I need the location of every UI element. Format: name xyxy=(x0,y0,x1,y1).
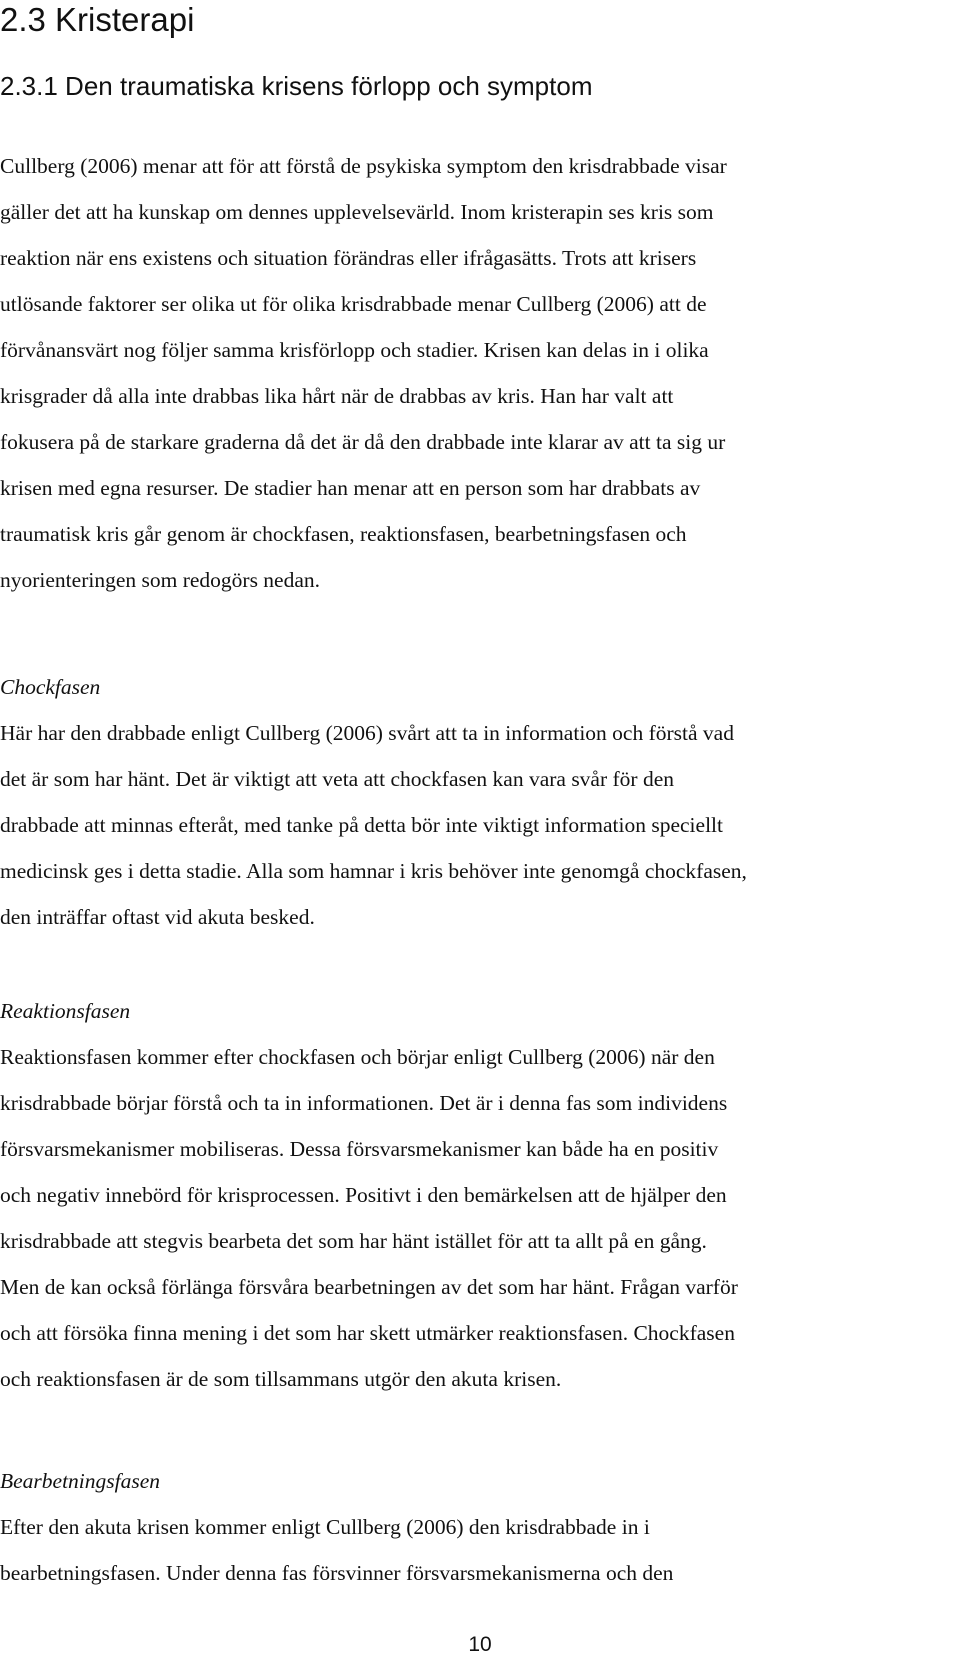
paragraph-line: bearbetningsfasen. Under denna fas försvinner försvarsmekanismerna och den xyxy=(0,1561,674,1585)
paragraph-line: nyorienteringen som redogörs nedan. xyxy=(0,568,321,592)
subheading-chockfasen: Chockfasen xyxy=(0,675,101,699)
paragraph-line: Men de kan också förlänga försvåra bearbetningen av det som har hänt. Frågan varför xyxy=(0,1275,738,1299)
subsection-heading: 2.3.1 Den traumatiska krisens förlopp och symptom xyxy=(0,71,593,101)
paragraph-line: krisen med egna resurser. De stadier han menar att en person som har drabbats av xyxy=(0,476,701,500)
paragraph-line: krisdrabbade börjar förstå och ta in informationen. Det är i denna fas som individens xyxy=(0,1091,728,1115)
paragraph-line: förvånansvärt nog följer samma krisförlopp och stadier. Krisen kan delas in i olika xyxy=(0,338,709,362)
paragraph-line: Cullberg (2006) menar att för att förstå de psykiska symptom den krisdrabbade visar xyxy=(0,154,727,178)
subheading-bearbetningsfasen: Bearbetningsfasen xyxy=(0,1469,161,1493)
paragraph-line: traumatisk kris går genom är chockfasen, reaktionsfasen, bearbetningsfasen och xyxy=(0,522,687,546)
paragraph-line: försvarsmekanismer mobiliseras. Dessa försvarsmekanismer kan både ha en positiv xyxy=(0,1137,719,1161)
paragraph-line: drabbade att minnas efteråt, med tanke på detta bör inte viktigt information speciellt xyxy=(0,813,723,837)
paragraph-line: Reaktionsfasen kommer efter chockfasen och börjar enligt Cullberg (2006) när den xyxy=(0,1045,715,1069)
paragraph-line: och negativ innebörd för krisprocessen. Positivt i den bemärkelsen att de hjälper den xyxy=(0,1183,727,1207)
paragraph-line: den inträffar oftast vid akuta besked. xyxy=(0,905,315,929)
paragraph-line: krisgrader då alla inte drabbas lika hårt när de drabbas av kris. Han har valt att xyxy=(0,384,674,408)
paragraph-line: medicinsk ges i detta stadie. Alla som hamnar i kris behöver inte genomgå chockfasen, xyxy=(0,859,747,883)
paragraph-line: och reaktionsfasen är de som tillsammans utgör den akuta krisen. xyxy=(0,1367,562,1391)
paragraph-line: reaktion när ens existens och situation förändras eller ifrågasätts. Trots att krisers xyxy=(0,246,697,270)
section-heading: 2.3 Kristerapi xyxy=(0,1,195,38)
paragraph-line: krisdrabbade att stegvis bearbeta det som har hänt istället för att ta allt på en gång. xyxy=(0,1229,707,1253)
paragraph-line: utlösande faktorer ser olika ut för olika krisdrabbade menar Cullberg (2006) att de xyxy=(0,292,707,316)
paragraph-line: Här har den drabbade enligt Cullberg (2006) svårt att ta in information och förstå vad xyxy=(0,721,734,745)
page-number: 10 xyxy=(468,1633,492,1656)
paragraph-line: gäller det att ha kunskap om dennes upplevelsevärld. Inom kristerapin ses kris som xyxy=(0,200,714,224)
paragraph-line: fokusera på de starkare graderna då det är då den drabbade inte klarar av att ta sig ur xyxy=(0,430,726,454)
subheading-reaktionsfasen: Reaktionsfasen xyxy=(0,999,131,1023)
paragraph-line: och att försöka finna mening i det som har skett utmärker reaktionsfasen. Chockfasen xyxy=(0,1321,735,1345)
paragraph-line: Efter den akuta krisen kommer enligt Cullberg (2006) den krisdrabbade in i xyxy=(0,1515,650,1539)
paragraph-line: det är som har hänt. Det är viktigt att veta att chockfasen kan vara svår för den xyxy=(0,767,674,791)
